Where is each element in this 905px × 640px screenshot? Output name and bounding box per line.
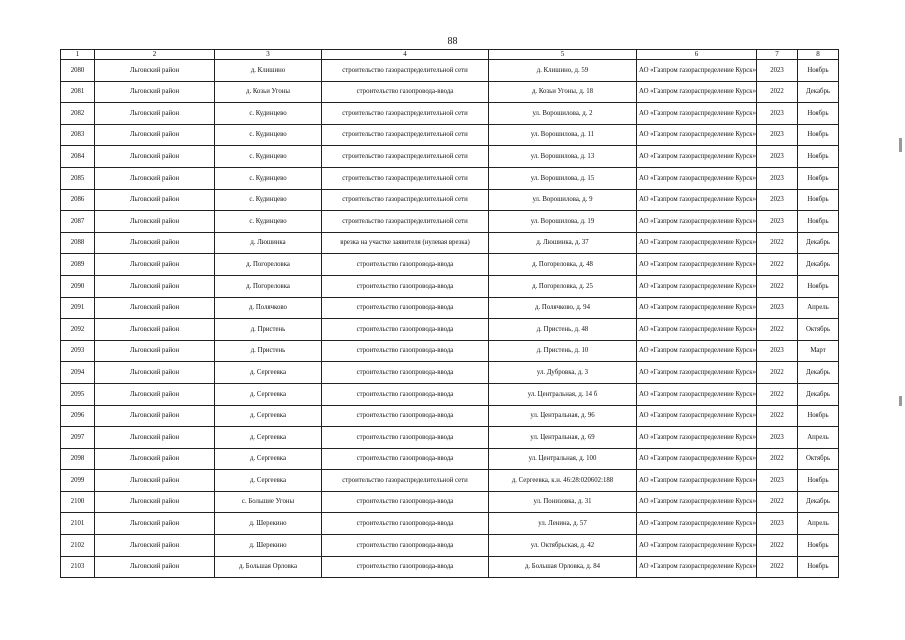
settlement-cell: с. Кудинцево bbox=[215, 146, 322, 168]
year-cell: 2022 bbox=[757, 319, 798, 341]
table-row bbox=[61, 124, 839, 146]
organization-cell: АО «Газпром газораспределение Курск» bbox=[637, 81, 757, 103]
table-row bbox=[61, 81, 839, 103]
work-type-cell: строительство газопровода-ввода bbox=[322, 297, 489, 319]
year-cell: 2023 bbox=[757, 60, 798, 82]
year-cell: 2022 bbox=[757, 383, 798, 405]
settlement-cell: д. Шерекино bbox=[215, 535, 322, 557]
work-type-cell: врезка на участке заявителя (нулевая врезка) bbox=[322, 232, 489, 254]
organization-cell: АО «Газпром газораспределение Курск» bbox=[637, 189, 757, 211]
settlement-cell: с. Большие Угоны bbox=[215, 491, 322, 513]
row-number-cell: 2101 bbox=[61, 513, 95, 535]
address-cell: ул. Понизовка, д. 31 bbox=[489, 491, 637, 513]
month-cell: Ноябрь bbox=[798, 556, 839, 578]
settlement-cell: д. Пристень bbox=[215, 340, 322, 362]
year-cell: 2023 bbox=[757, 470, 798, 492]
table-row bbox=[61, 340, 839, 362]
table-row bbox=[61, 254, 839, 276]
row-number-cell: 2087 bbox=[61, 211, 95, 233]
scan-edge-mark bbox=[899, 396, 902, 406]
organization-cell: АО «Газпром газораспределение Курск» bbox=[637, 103, 757, 125]
year-cell: 2023 bbox=[757, 124, 798, 146]
row-number-cell: 2095 bbox=[61, 383, 95, 405]
column-header: 7 bbox=[757, 50, 798, 60]
work-type-cell: строительство газопровода-ввода bbox=[322, 81, 489, 103]
table-row bbox=[61, 146, 839, 168]
address-cell: ул. Ворошилова, д. 9 bbox=[489, 189, 637, 211]
organization-cell: АО «Газпром газораспределение Курск» bbox=[637, 60, 757, 82]
month-cell: Ноябрь bbox=[798, 60, 839, 82]
organization-cell: АО «Газпром газораспределение Курск» bbox=[637, 340, 757, 362]
year-cell: 2022 bbox=[757, 232, 798, 254]
year-cell: 2022 bbox=[757, 81, 798, 103]
address-cell: д. Большая Орловка, д. 84 bbox=[489, 556, 637, 578]
address-cell: д. Погореловка, д. 25 bbox=[489, 275, 637, 297]
year-cell: 2022 bbox=[757, 535, 798, 557]
row-number-cell: 2094 bbox=[61, 362, 95, 384]
month-cell: Декабрь bbox=[798, 232, 839, 254]
month-cell: Ноябрь bbox=[798, 146, 839, 168]
row-number-cell: 2085 bbox=[61, 167, 95, 189]
organization-cell: АО «Газпром газораспределение Курск» bbox=[637, 146, 757, 168]
organization-cell: АО «Газпром газораспределение Курск» bbox=[637, 383, 757, 405]
row-number-cell: 2086 bbox=[61, 189, 95, 211]
table-row bbox=[61, 103, 839, 125]
work-type-cell: строительство газопровода-ввода bbox=[322, 254, 489, 276]
settlement-cell: д. Сергеевка bbox=[215, 362, 322, 384]
table-row bbox=[61, 383, 839, 405]
address-cell: д. Полячково, д. 94 bbox=[489, 297, 637, 319]
gasification-schedule-table bbox=[60, 49, 839, 578]
work-type-cell: строительство газопровода-ввода bbox=[322, 405, 489, 427]
table-row bbox=[61, 189, 839, 211]
settlement-cell: д. Шерекино bbox=[215, 513, 322, 535]
district-cell: Льговский район bbox=[95, 491, 215, 513]
month-cell: Декабрь bbox=[798, 362, 839, 384]
work-type-cell: строительство газопровода-ввода bbox=[322, 340, 489, 362]
table-row bbox=[61, 297, 839, 319]
month-cell: Декабрь bbox=[798, 254, 839, 276]
table-row bbox=[61, 211, 839, 233]
year-cell: 2022 bbox=[757, 362, 798, 384]
work-type-cell: строительство газораспределительной сети bbox=[322, 167, 489, 189]
table-row bbox=[61, 470, 839, 492]
column-number-row bbox=[61, 50, 839, 60]
settlement-cell: с. Кудинцево bbox=[215, 124, 322, 146]
row-number-cell: 2100 bbox=[61, 491, 95, 513]
district-cell: Льговский район bbox=[95, 146, 215, 168]
work-type-cell: строительство газопровода-ввода bbox=[322, 275, 489, 297]
organization-cell: АО «Газпром газораспределение Курск» bbox=[637, 232, 757, 254]
organization-cell: АО «Газпром газораспределение Курск» bbox=[637, 319, 757, 341]
organization-cell: АО «Газпром газораспределение Курск» bbox=[637, 513, 757, 535]
organization-cell: АО «Газпром газораспределение Курск» bbox=[637, 470, 757, 492]
district-cell: Льговский район bbox=[95, 405, 215, 427]
work-type-cell: строительство газопровода-ввода bbox=[322, 362, 489, 384]
column-header: 3 bbox=[215, 50, 322, 60]
organization-cell: АО «Газпром газораспределение Курск» bbox=[637, 362, 757, 384]
address-cell: ул. Дубровка, д. 3 bbox=[489, 362, 637, 384]
district-cell: Льговский район bbox=[95, 297, 215, 319]
settlement-cell: д. Большая Орловка bbox=[215, 556, 322, 578]
work-type-cell: строительство газопровода-ввода bbox=[322, 535, 489, 557]
settlement-cell: д. Сергеевка bbox=[215, 470, 322, 492]
year-cell: 2023 bbox=[757, 189, 798, 211]
column-header: 4 bbox=[322, 50, 489, 60]
district-cell: Льговский район bbox=[95, 383, 215, 405]
work-type-cell: строительство газораспределительной сети bbox=[322, 60, 489, 82]
year-cell: 2023 bbox=[757, 103, 798, 125]
table-row bbox=[61, 60, 839, 82]
address-cell: ул. Ворошилова, д. 15 bbox=[489, 167, 637, 189]
year-cell: 2022 bbox=[757, 491, 798, 513]
work-type-cell: строительство газораспределительной сети bbox=[322, 146, 489, 168]
district-cell: Льговский район bbox=[95, 340, 215, 362]
district-cell: Льговский район bbox=[95, 513, 215, 535]
row-number-cell: 2098 bbox=[61, 448, 95, 470]
column-header: 1 bbox=[61, 50, 95, 60]
address-cell: д. Сергеевка, к.н. 46:28:020602:188 bbox=[489, 470, 637, 492]
address-cell: ул. Ленина, д. 57 bbox=[489, 513, 637, 535]
column-header: 2 bbox=[95, 50, 215, 60]
organization-cell: АО «Газпром газораспределение Курск» bbox=[637, 167, 757, 189]
column-header: 5 bbox=[489, 50, 637, 60]
address-cell: ул. Ворошилова, д. 11 bbox=[489, 124, 637, 146]
work-type-cell: строительство газопровода-ввода bbox=[322, 448, 489, 470]
settlement-cell: д. Сергеевка bbox=[215, 405, 322, 427]
month-cell: Апрель bbox=[798, 297, 839, 319]
row-number-cell: 2080 bbox=[61, 60, 95, 82]
settlement-cell: д. Пристень bbox=[215, 319, 322, 341]
address-cell: д. Пристень, д. 48 bbox=[489, 319, 637, 341]
address-cell: д. Пристень, д. 10 bbox=[489, 340, 637, 362]
settlement-cell: д. Сергеевка bbox=[215, 383, 322, 405]
row-number-cell: 2102 bbox=[61, 535, 95, 557]
row-number-cell: 2082 bbox=[61, 103, 95, 125]
district-cell: Льговский район bbox=[95, 103, 215, 125]
table-row bbox=[61, 167, 839, 189]
address-cell: д. Козьи Угоны, д. 18 bbox=[489, 81, 637, 103]
row-number-cell: 2099 bbox=[61, 470, 95, 492]
work-type-cell: строительство газопровода-ввода bbox=[322, 556, 489, 578]
table-row bbox=[61, 448, 839, 470]
row-number-cell: 2093 bbox=[61, 340, 95, 362]
settlement-cell: д. Погореловка bbox=[215, 275, 322, 297]
organization-cell: АО «Газпром газораспределение Курск» bbox=[637, 124, 757, 146]
work-type-cell: строительство газопровода-ввода bbox=[322, 491, 489, 513]
month-cell: Ноябрь bbox=[798, 167, 839, 189]
organization-cell: АО «Газпром газораспределение Курск» bbox=[637, 211, 757, 233]
table-row bbox=[61, 556, 839, 578]
work-type-cell: строительство газопровода-ввода bbox=[322, 513, 489, 535]
district-cell: Льговский район bbox=[95, 254, 215, 276]
organization-cell: АО «Газпром газораспределение Курск» bbox=[637, 405, 757, 427]
table-row bbox=[61, 513, 839, 535]
district-cell: Льговский район bbox=[95, 275, 215, 297]
year-cell: 2022 bbox=[757, 254, 798, 276]
address-cell: д. Погореловка, д. 48 bbox=[489, 254, 637, 276]
row-number-cell: 2097 bbox=[61, 427, 95, 449]
row-number-cell: 2088 bbox=[61, 232, 95, 254]
address-cell: ул. Центральная, д. 100 bbox=[489, 448, 637, 470]
month-cell: Апрель bbox=[798, 427, 839, 449]
district-cell: Льговский район bbox=[95, 448, 215, 470]
table-body bbox=[61, 60, 839, 578]
row-number-cell: 2090 bbox=[61, 275, 95, 297]
table-row bbox=[61, 232, 839, 254]
organization-cell: АО «Газпром газораспределение Курск» bbox=[637, 556, 757, 578]
month-cell: Март bbox=[798, 340, 839, 362]
address-cell: ул. Ворошилова, д. 19 bbox=[489, 211, 637, 233]
settlement-cell: д. Погореловка bbox=[215, 254, 322, 276]
year-cell: 2023 bbox=[757, 146, 798, 168]
work-type-cell: строительство газопровода-ввода bbox=[322, 427, 489, 449]
month-cell: Ноябрь bbox=[798, 535, 839, 557]
row-number-cell: 2103 bbox=[61, 556, 95, 578]
month-cell: Ноябрь bbox=[798, 211, 839, 233]
address-cell: ул. Ворошилова, д. 2 bbox=[489, 103, 637, 125]
table-row bbox=[61, 427, 839, 449]
district-cell: Льговский район bbox=[95, 427, 215, 449]
work-type-cell: строительство газораспределительной сети bbox=[322, 470, 489, 492]
table-row bbox=[61, 405, 839, 427]
work-type-cell: строительство газораспределительной сети bbox=[322, 124, 489, 146]
month-cell: Декабрь bbox=[798, 383, 839, 405]
district-cell: Льговский район bbox=[95, 124, 215, 146]
organization-cell: АО «Газпром газораспределение Курск» bbox=[637, 275, 757, 297]
year-cell: 2023 bbox=[757, 427, 798, 449]
work-type-cell: строительство газораспределительной сети bbox=[322, 211, 489, 233]
row-number-cell: 2081 bbox=[61, 81, 95, 103]
address-cell: ул. Центральная, д. 69 bbox=[489, 427, 637, 449]
month-cell: Апрель bbox=[798, 513, 839, 535]
month-cell: Октябрь bbox=[798, 319, 839, 341]
district-cell: Льговский район bbox=[95, 167, 215, 189]
year-cell: 2023 bbox=[757, 513, 798, 535]
address-cell: ул. Октябрьская, д. 42 bbox=[489, 535, 637, 557]
settlement-cell: с. Кудинцево bbox=[215, 103, 322, 125]
row-number-cell: 2083 bbox=[61, 124, 95, 146]
scan-edge-mark bbox=[899, 138, 902, 152]
year-cell: 2022 bbox=[757, 556, 798, 578]
month-cell: Ноябрь bbox=[798, 470, 839, 492]
settlement-cell: д. Люшинка bbox=[215, 232, 322, 254]
organization-cell: АО «Газпром газораспределение Курск» bbox=[637, 297, 757, 319]
district-cell: Льговский район bbox=[95, 319, 215, 341]
district-cell: Льговский район bbox=[95, 362, 215, 384]
year-cell: 2023 bbox=[757, 211, 798, 233]
row-number-cell: 2089 bbox=[61, 254, 95, 276]
settlement-cell: с. Кудинцево bbox=[215, 211, 322, 233]
column-header: 6 bbox=[637, 50, 757, 60]
month-cell: Декабрь bbox=[798, 491, 839, 513]
address-cell: ул. Центральная, д. 14 б bbox=[489, 383, 637, 405]
address-cell: ул. Центральная, д. 96 bbox=[489, 405, 637, 427]
year-cell: 2022 bbox=[757, 275, 798, 297]
work-type-cell: строительство газопровода-ввода bbox=[322, 319, 489, 341]
month-cell: Ноябрь bbox=[798, 275, 839, 297]
row-number-cell: 2091 bbox=[61, 297, 95, 319]
work-type-cell: строительство газопровода-ввода bbox=[322, 383, 489, 405]
month-cell: Октябрь bbox=[798, 448, 839, 470]
year-cell: 2022 bbox=[757, 448, 798, 470]
settlement-cell: д. Клишино bbox=[215, 60, 322, 82]
row-number-cell: 2084 bbox=[61, 146, 95, 168]
organization-cell: АО «Газпром газораспределение Курск» bbox=[637, 491, 757, 513]
address-cell: д. Люшинка, д. 37 bbox=[489, 232, 637, 254]
table-row bbox=[61, 535, 839, 557]
work-type-cell: строительство газораспределительной сети bbox=[322, 189, 489, 211]
district-cell: Льговский район bbox=[95, 232, 215, 254]
month-cell: Декабрь bbox=[798, 81, 839, 103]
year-cell: 2023 bbox=[757, 297, 798, 319]
row-number-cell: 2092 bbox=[61, 319, 95, 341]
district-cell: Льговский район bbox=[95, 535, 215, 557]
address-cell: д. Клишино, д. 59 bbox=[489, 60, 637, 82]
settlement-cell: д. Полячково bbox=[215, 297, 322, 319]
month-cell: Ноябрь bbox=[798, 405, 839, 427]
settlement-cell: д. Козьи Угоны bbox=[215, 81, 322, 103]
district-cell: Льговский район bbox=[95, 470, 215, 492]
district-cell: Льговский район bbox=[95, 81, 215, 103]
row-number-cell: 2096 bbox=[61, 405, 95, 427]
district-cell: Льговский район bbox=[95, 211, 215, 233]
column-header: 8 bbox=[798, 50, 839, 60]
table-row bbox=[61, 319, 839, 341]
organization-cell: АО «Газпром газораспределение Курск» bbox=[637, 535, 757, 557]
page-number: 88 bbox=[447, 36, 458, 47]
district-cell: Льговский район bbox=[95, 60, 215, 82]
month-cell: Ноябрь bbox=[798, 189, 839, 211]
settlement-cell: с. Кудинцево bbox=[215, 167, 322, 189]
year-cell: 2022 bbox=[757, 405, 798, 427]
month-cell: Ноябрь bbox=[798, 103, 839, 125]
organization-cell: АО «Газпром газораспределение Курск» bbox=[637, 254, 757, 276]
work-type-cell: строительство газораспределительной сети bbox=[322, 103, 489, 125]
address-cell: ул. Ворошилова, д. 13 bbox=[489, 146, 637, 168]
month-cell: Ноябрь bbox=[798, 124, 839, 146]
settlement-cell: с. Кудинцево bbox=[215, 189, 322, 211]
district-cell: Льговский район bbox=[95, 556, 215, 578]
organization-cell: АО «Газпром газораспределение Курск» bbox=[637, 448, 757, 470]
settlement-cell: д. Сергеевка bbox=[215, 427, 322, 449]
table-row bbox=[61, 491, 839, 513]
table-row bbox=[61, 362, 839, 384]
table-row bbox=[61, 275, 839, 297]
year-cell: 2023 bbox=[757, 167, 798, 189]
year-cell: 2023 bbox=[757, 340, 798, 362]
organization-cell: АО «Газпром газораспределение Курск» bbox=[637, 427, 757, 449]
district-cell: Льговский район bbox=[95, 189, 215, 211]
settlement-cell: д. Сергеевка bbox=[215, 448, 322, 470]
